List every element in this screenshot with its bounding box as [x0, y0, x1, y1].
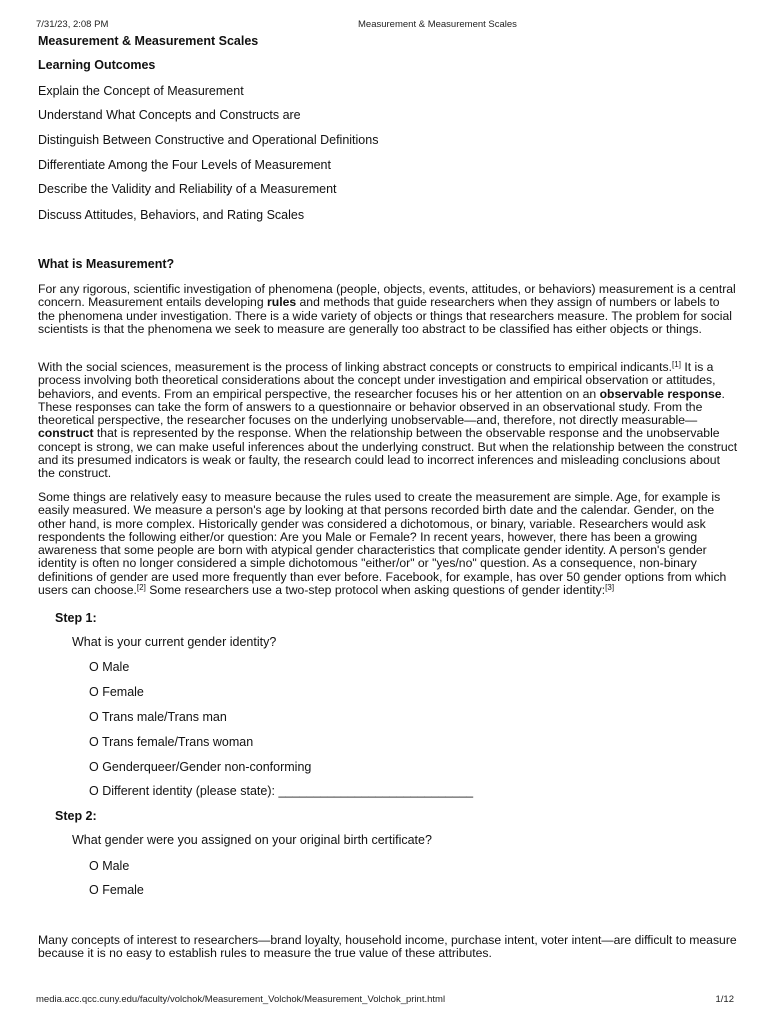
outcome-item: Explain the Concept of Measurement [38, 84, 244, 98]
print-datetime: 7/31/23, 2:08 PM [36, 19, 109, 30]
term-rules: rules [267, 295, 297, 310]
footnote-ref-3[interactable]: [3] [605, 583, 615, 593]
step1-question: What is your current gender identity? [72, 635, 277, 649]
outcome-item: Differentiate Among the Four Levels of Measurement [38, 158, 331, 172]
step1-label: Step 1: [55, 611, 97, 625]
page-title: Measurement & Measurement Scales [38, 34, 259, 48]
step2-option: O Male [89, 859, 130, 873]
step1-option: O Female [89, 685, 144, 699]
step1-option: O Different identity (please state): ____________________________ [89, 784, 474, 798]
footnote-ref-2[interactable]: [2] [136, 583, 146, 593]
page-number: 1/12 [715, 994, 734, 1005]
paragraph-definition: With the social sciences, measurement is the process of linking abstract concepts or constructs to empirical indicants.[1] It is a process involving both theoretical considerations about the concept under investigation and empirical observation or attitudes, behaviors, and events. From an empirical perspective, the researcher focuses his or her attention on an observable response. These responses can take the form of answers to a questionnaire or behavior observed in an observational study. From the theoretical perspective, the researcher focuses on the underlying unobservable—and, therefore, not directly measurable—construct that is represented by the response. When the relationship between the observable response and the unobservable concept is strong, we can make useful inferences about the underlying construct. But when the relationship between the construct and its presumed indicators is weak or faulty, the research could lead to incorrect inferences and misleading conclusions about the construct. [38, 360, 738, 481]
step1-option: O Male [89, 660, 130, 674]
step2-question: What gender were you assigned on your original birth certificate? [72, 833, 432, 847]
learning-outcomes-heading: Learning Outcomes [38, 58, 156, 72]
term-observable-response: observable response [599, 386, 722, 401]
footnote-ref-1[interactable]: [1] [672, 360, 681, 369]
outcome-item: Understand What Concepts and Constructs are [38, 108, 301, 122]
paragraph-gender-example: Some things are relatively easy to measure because the rules used to create the measurement are simple. Age, for example is easily measured. We measure a person's age by looking at that persons recorded birth date and the calendar. Gender, on the other hand, is more complex. Historically gender was considered a dichotomous, or binary, variable. Researchers would ask respondents the following either/or question: Are you Male or Female? In recent years, however, there has been a growing awareness that some people are born with atypical gender characteristics that complicate gender identity. A person's gender identity is often no longer considered a simple dichotomous "either/or" or "yes/no" question. As a consequence, non-binary definitions of gender are used more frequently than ever before. Facebook, for example, has over 50 gender options from which users can choose.[2] Some researchers use a two-step protocol when asking questions of gender identity:[3] [38, 490, 727, 598]
section-heading: What is Measurement? [38, 257, 175, 271]
paragraph-concepts: Many concepts of interest to researchers—brand loyalty, household income, purchase intent, voter intent—are difficult to measure because it is no easy to establish rules to measure the true value of these attributes. [38, 933, 737, 961]
print-url: media.acc.qcc.cuny.edu/faculty/volchok/Measurement_Volchok/Measurement_Volchok_print.html [36, 994, 446, 1005]
paragraph-intro: For any rigorous, scientific investigation of phenomena (people, objects, events, attitudes, or behaviors) measurement is a central concern. Measurement entails developing rules and methods that guide researchers when they assign of numbers or labels to the phenomena under investigation. There is a wide variety of objects or things that researchers measure. The problem for social scientists is that the phenomena we seek to measure are generally too abstract to be classified has either objects or things. [38, 282, 736, 336]
step2-label: Step 2: [55, 809, 97, 823]
step1-option: O Trans female/Trans woman [89, 735, 254, 749]
outcome-item: Distinguish Between Constructive and Operational Definitions [38, 133, 379, 147]
outcome-item: Describe the Validity and Reliability of a Measurement [38, 182, 337, 196]
term-construct: construct [38, 426, 94, 441]
step1-option: O Trans male/Trans man [89, 710, 227, 724]
step1-option: O Genderqueer/Gender non-conforming [89, 760, 312, 774]
print-doc-title: Measurement & Measurement Scales [358, 19, 517, 30]
step2-option: O Female [89, 883, 144, 897]
outcome-item: Discuss Attitudes, Behaviors, and Rating Scales [38, 208, 305, 222]
